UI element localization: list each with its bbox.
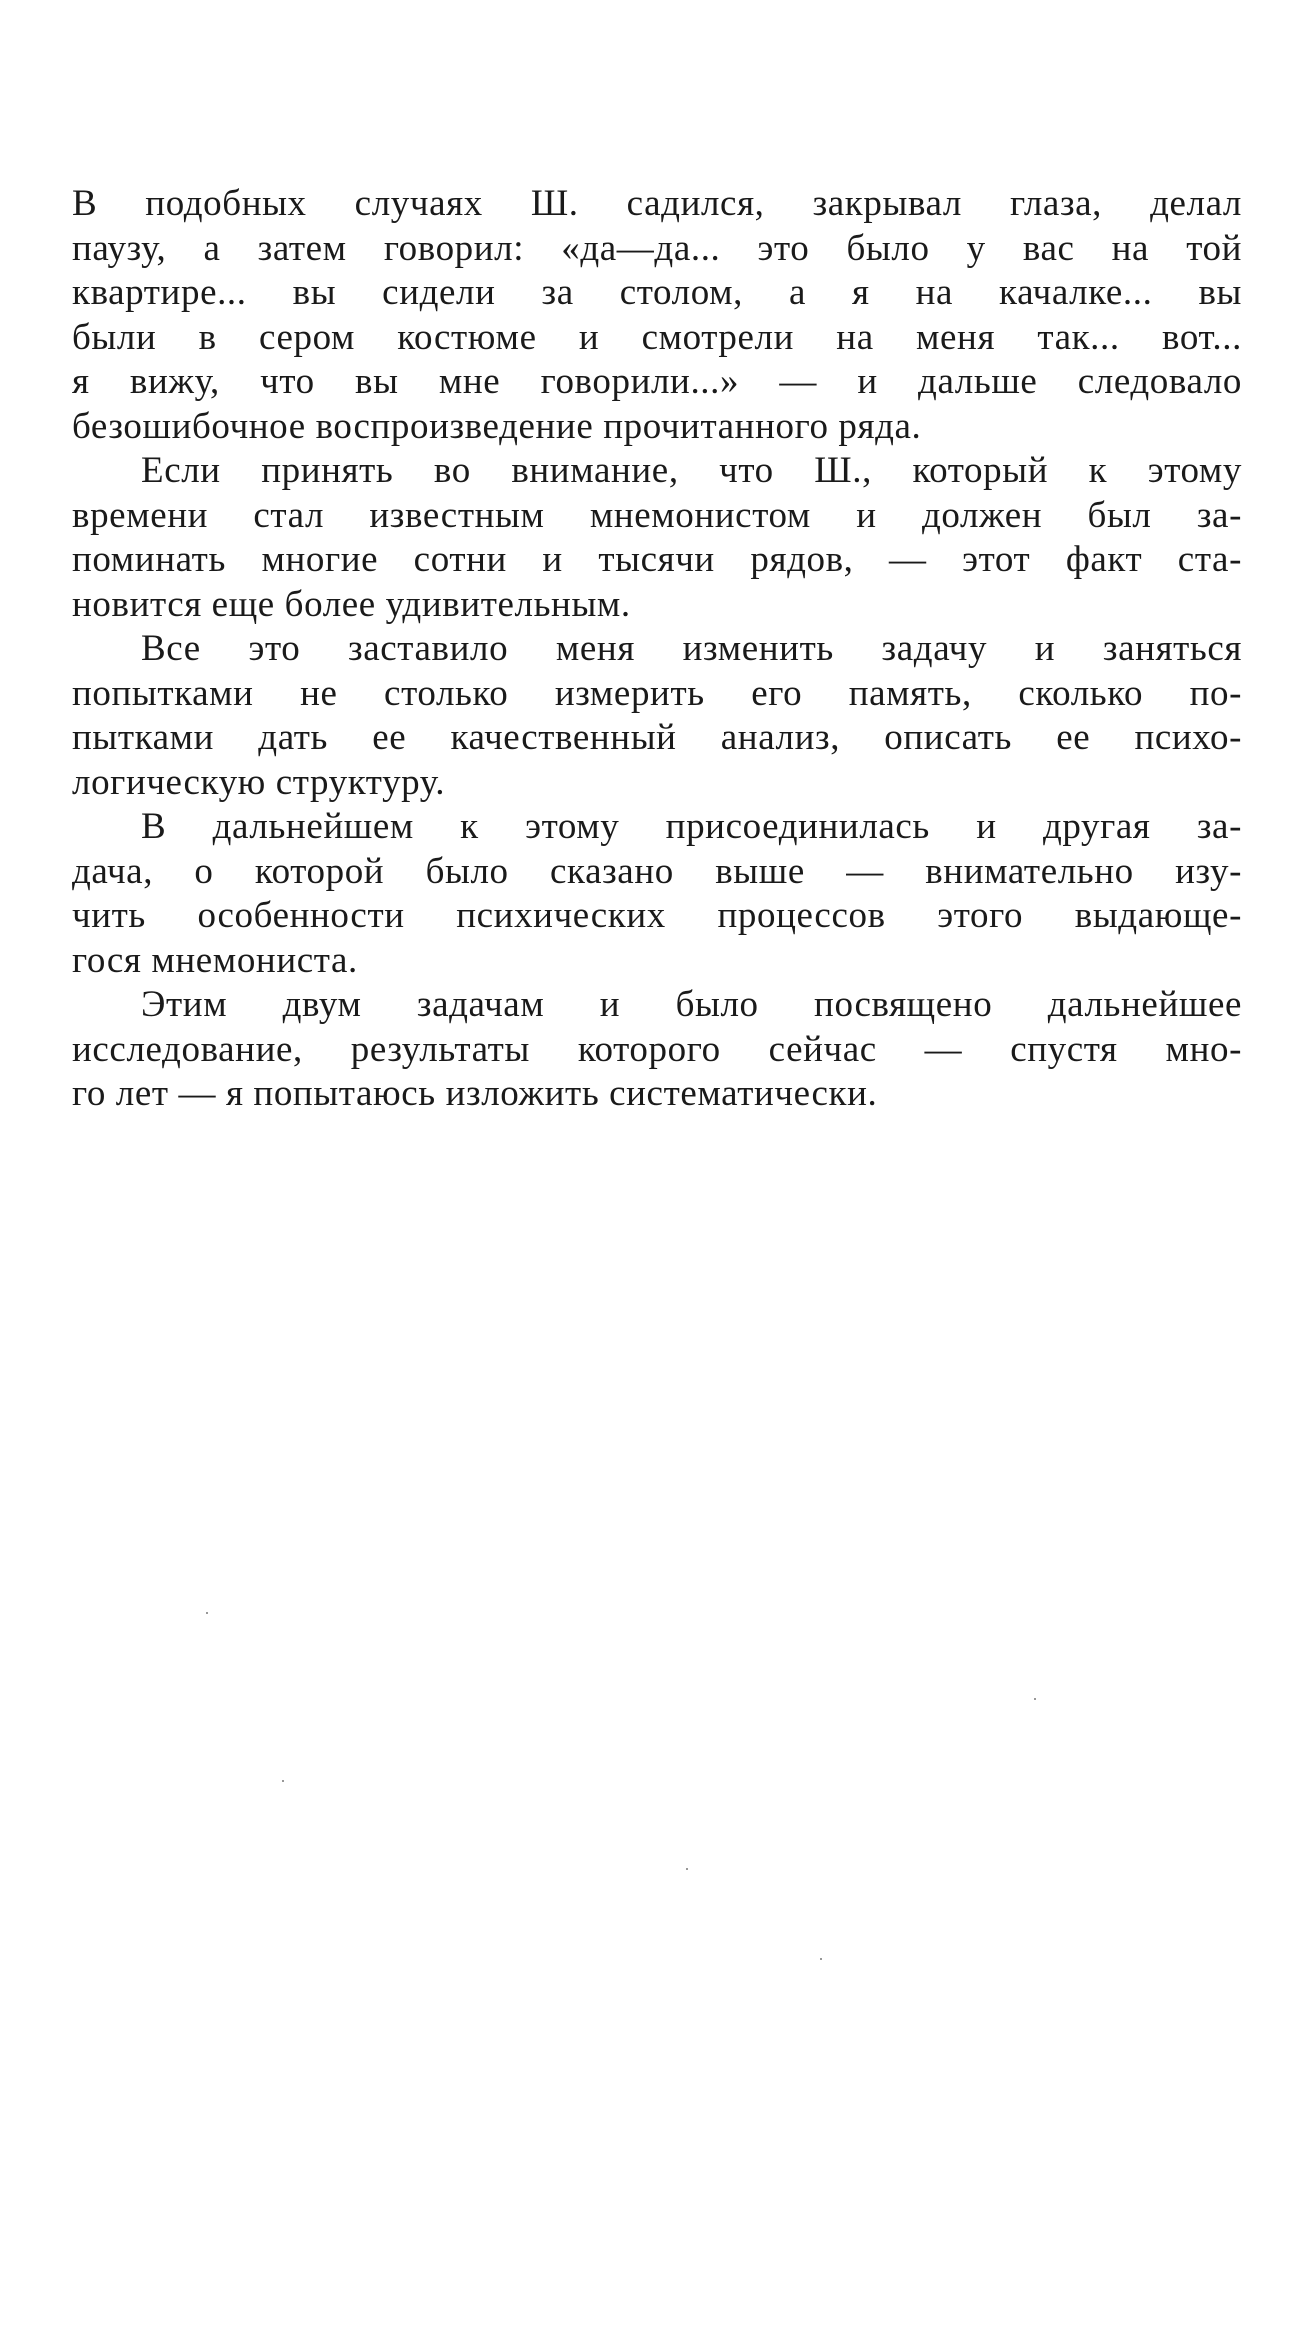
text-line: поминать многие сотни и тысячи рядов, — этот факт ста- [72, 539, 1242, 580]
text-line: безошибочное воспроизведение прочитанного ряда. [72, 405, 922, 447]
text-line: го лет — я попытаюсь изложить систематически. [72, 1073, 878, 1114]
text-line: новится еще более удивительным. [72, 583, 631, 625]
text-line: квартире... вы сидели за столом, а я на качалке... вы [72, 272, 1242, 313]
text-line: исследование, результаты которого сейчас — спустя мно- [72, 1028, 1242, 1070]
paragraph-3 [72, 627, 1242, 805]
paragraph-2 [72, 449, 1242, 627]
text-line: времени стал известным мнемонистом и должен был за- [72, 494, 1242, 536]
text-line: я вижу, что вы мне говорили...» — и дальше следовало [72, 361, 1242, 402]
text-line: пытками дать ее качественный анализ, описать ее психо- [72, 717, 1242, 758]
scan-speck [206, 1612, 208, 1614]
text-line: Если принять во внимание, что Ш., который к этому [141, 450, 1242, 491]
text-line: паузу, а затем говорил: «да—да... это было у вас на той [72, 227, 1242, 269]
page-text [72, 182, 1242, 1117]
text-line: Этим двум задачам и было посвящено дальнейшее [141, 984, 1242, 1025]
text-line: гося мнемониста. [72, 939, 358, 981]
scan-speck [820, 1958, 822, 1960]
scan-speck [282, 1780, 284, 1782]
scan-speck [1034, 1698, 1036, 1700]
text-line: В дальнейшем к этому присоединилась и другая за- [141, 806, 1242, 847]
paragraph-4 [72, 805, 1242, 983]
text-line: дача, о которой было сказано выше — внимательно изу- [72, 850, 1242, 892]
text-line: чить особенности психических процессов этого выдающе- [72, 895, 1242, 936]
text-line: попытками не столько измерить его память, сколько по- [72, 672, 1242, 714]
text-line: были в сером костюме и смотрели на меня так... вот... [72, 316, 1242, 358]
paragraph-5 [72, 983, 1242, 1117]
text-line: логическую структуру. [72, 761, 446, 803]
text-line: Все это заставило меня изменить задачу и заняться [141, 628, 1242, 669]
paragraph-1 [72, 182, 1242, 449]
text-line: В подобных случаях Ш. садился, закрывал глаза, делал [72, 183, 1242, 224]
scan-speck [686, 1868, 688, 1870]
